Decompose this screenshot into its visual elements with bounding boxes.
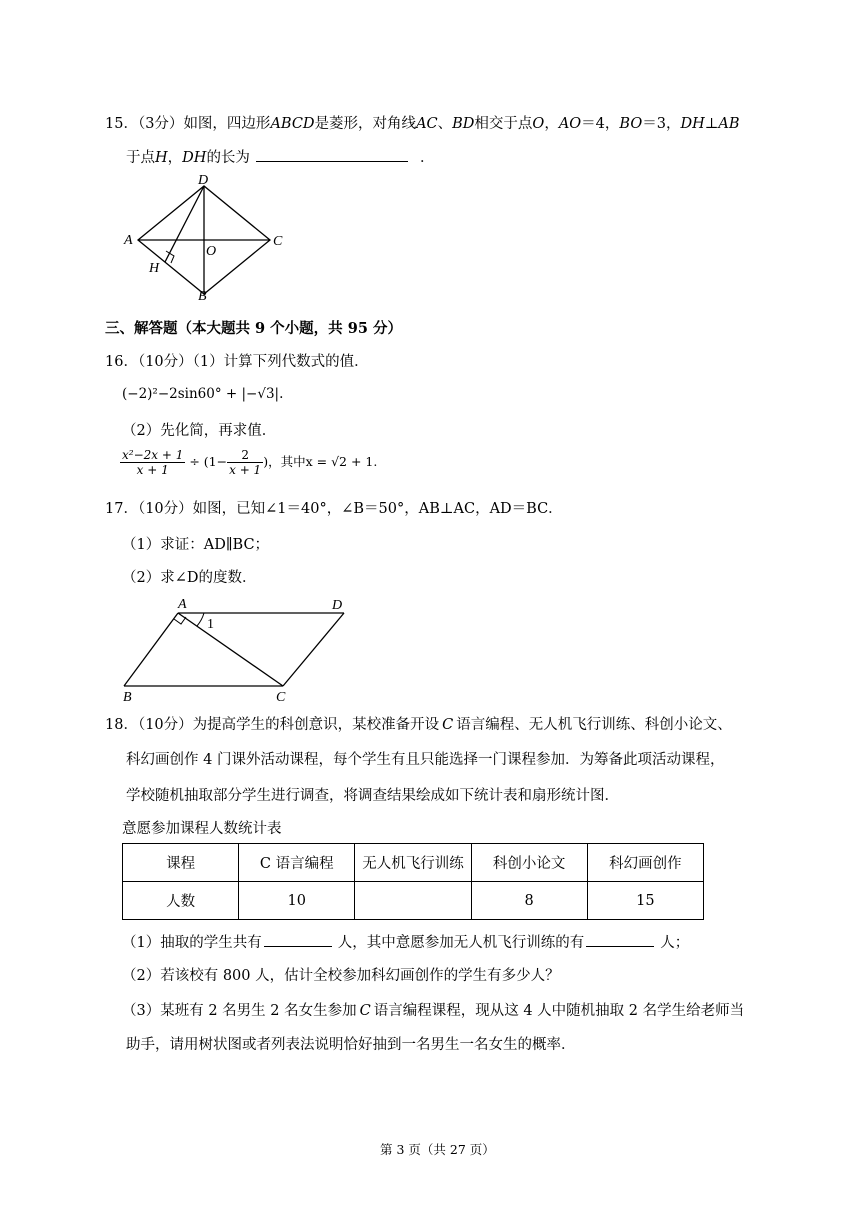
table-header-row — [123, 844, 704, 882]
q15-var: DH⊥AB — [680, 116, 740, 132]
answer-blank[interactable] — [586, 932, 654, 947]
label-d: D — [198, 173, 209, 188]
fraction-numerator: 2 — [227, 448, 263, 463]
answer-blank[interactable] — [256, 147, 408, 162]
angle-arc — [197, 613, 204, 626]
q17-text: 如图，已知∠1＝40°，∠B＝50°，AB⊥AC，AD＝BC． — [192, 501, 563, 517]
q15-var: AO — [558, 116, 582, 132]
q15-text: ， — [167, 150, 183, 166]
table-row — [123, 882, 704, 920]
q18-sub2: （2）若该校有 800 人，估计全校参加科幻画创作的学生有多少人？ — [122, 968, 560, 984]
q16-expression2 — [120, 448, 377, 477]
q15-text: ＝3， — [642, 116, 681, 132]
q15-text: 如图，四边形 — [183, 116, 271, 132]
parallelogram-figure — [118, 594, 354, 706]
q15-var: BO — [619, 116, 643, 132]
q15-var: H — [155, 150, 168, 166]
q18-line3: 学校随机抽取部分学生进行调查，将调查结果绘成如下统计表和扇形统计图． — [126, 788, 619, 804]
section-title: 三、解答题（本大题共 9 个小题，共 95 分） — [105, 320, 402, 337]
q18-line2: 科幻画创作 4 门课外活动课程，每个学生有且只能选择一门课程参加．为筹备此项活动课程， — [126, 752, 725, 768]
q18-var: C — [359, 1003, 371, 1019]
segment-ac — [178, 613, 283, 686]
label-a: A — [178, 597, 187, 612]
q15-text: ＝4， — [581, 116, 620, 132]
q17-part2: （2）求∠D的度数． — [122, 570, 257, 586]
q16-expression1: (−2)²−2sin60° + |−√3|. — [122, 386, 284, 402]
table-cell: 10 — [239, 882, 355, 920]
q18-sub3 — [122, 999, 744, 1020]
q16-part2: （2）先化简，再求值． — [122, 423, 277, 439]
label-o: O — [206, 244, 217, 259]
q18-var: C — [442, 717, 454, 733]
statistics-table — [122, 843, 704, 920]
q15-text: ， — [544, 116, 559, 132]
label-d: D — [332, 598, 343, 613]
q15-score: （3分） — [137, 116, 184, 132]
q15-line1 — [105, 112, 740, 133]
q18-text: （3）某班有 2 名男生 2 名女生参加 — [122, 1003, 357, 1019]
q17-score: （10分） — [137, 501, 193, 517]
q15-number: 15． — [105, 116, 138, 132]
label-c: C — [273, 234, 283, 249]
q17-part1: （1）求证：AD∥BC； — [122, 537, 270, 553]
q15-var: ABCD — [270, 116, 315, 132]
label-b: B — [198, 289, 207, 304]
operator: ) — [263, 454, 269, 469]
q16-number: 16． — [105, 354, 138, 370]
page-footer: 第 3 页（共 27 页） — [380, 1142, 495, 1157]
q18-number: 18． — [105, 717, 138, 733]
q15-text: 的长为 — [206, 150, 250, 166]
table-header-cell: 课程 — [123, 844, 239, 882]
q17-line1 — [105, 497, 563, 518]
q16-line1 — [105, 350, 369, 371]
table-cell-blank[interactable] — [355, 882, 471, 920]
label-h: H — [149, 261, 160, 276]
q18-line1 — [105, 713, 732, 734]
q15-var: O — [532, 116, 545, 132]
q17-number: 17． — [105, 501, 138, 517]
q18-text: 人； — [660, 935, 690, 951]
label-a: A — [124, 233, 133, 248]
condition: ，其中x = √2 + 1. — [268, 454, 378, 469]
q16-score: （10分） — [137, 354, 193, 370]
table-header-cell: 科创小论文 — [471, 844, 587, 882]
rhombus-figure — [118, 172, 288, 306]
q15-text: 、 — [437, 116, 453, 132]
table-cell: 15 — [587, 882, 703, 920]
fraction-denominator: x + 1 — [229, 463, 262, 477]
answer-blank[interactable] — [264, 932, 332, 947]
label-angle-1: 1 — [207, 617, 214, 632]
q15-var: BD — [452, 116, 475, 132]
table-cell: 人数 — [123, 882, 239, 920]
q18-text: 语言编程、无人机飞行训练、科创小论文、 — [456, 717, 732, 733]
q16-part1: （1）计算下列代数式的值． — [192, 354, 369, 370]
q15-line2 — [126, 146, 434, 167]
table-title: 意愿参加课程人数统计表 — [122, 821, 282, 837]
q15-text: 相交于点 — [474, 116, 533, 132]
table-cell: 8 — [471, 882, 587, 920]
label-b: B — [123, 690, 132, 705]
q18-text: 为提高学生的科创意识，某校准备开设 — [192, 717, 440, 733]
fraction — [227, 448, 263, 477]
table-header-cell: C 语言编程 — [239, 844, 355, 882]
q18-text: 语言编程课程，现从这 4 人中随机抽取 2 名学生给老师当 — [373, 1003, 745, 1019]
q18-sub3-line2: 助手，请用树状图或者列表法说明恰好抽到一名男生一名女生的概率． — [126, 1037, 576, 1053]
fraction-denominator: x + 1 — [136, 463, 169, 477]
q15-text: 是菱形，对角线 — [314, 116, 417, 132]
table-header-cell: 无人机飞行训练 — [355, 844, 471, 882]
q18-score: （10分） — [137, 717, 193, 733]
fraction-numerator: x²−2x + 1 — [122, 448, 184, 462]
segment-dh — [165, 186, 204, 262]
fraction — [120, 448, 185, 477]
q15-var: AC — [416, 116, 438, 132]
q18-sub1 — [122, 931, 689, 952]
segment-cd — [283, 613, 344, 686]
label-c: C — [276, 690, 286, 705]
segment-ab — [124, 613, 178, 686]
q15-var: DH — [182, 150, 207, 166]
q18-text: （1）抽取的学生共有 — [122, 935, 262, 951]
q15-text: ． — [419, 150, 435, 166]
q15-text: 于点 — [126, 150, 155, 166]
q18-text: 人，其中意愿参加无人机飞行训练的有 — [337, 935, 585, 951]
table-header-cell: 科幻画创作 — [587, 844, 703, 882]
operator: ÷ (1− — [189, 454, 228, 469]
